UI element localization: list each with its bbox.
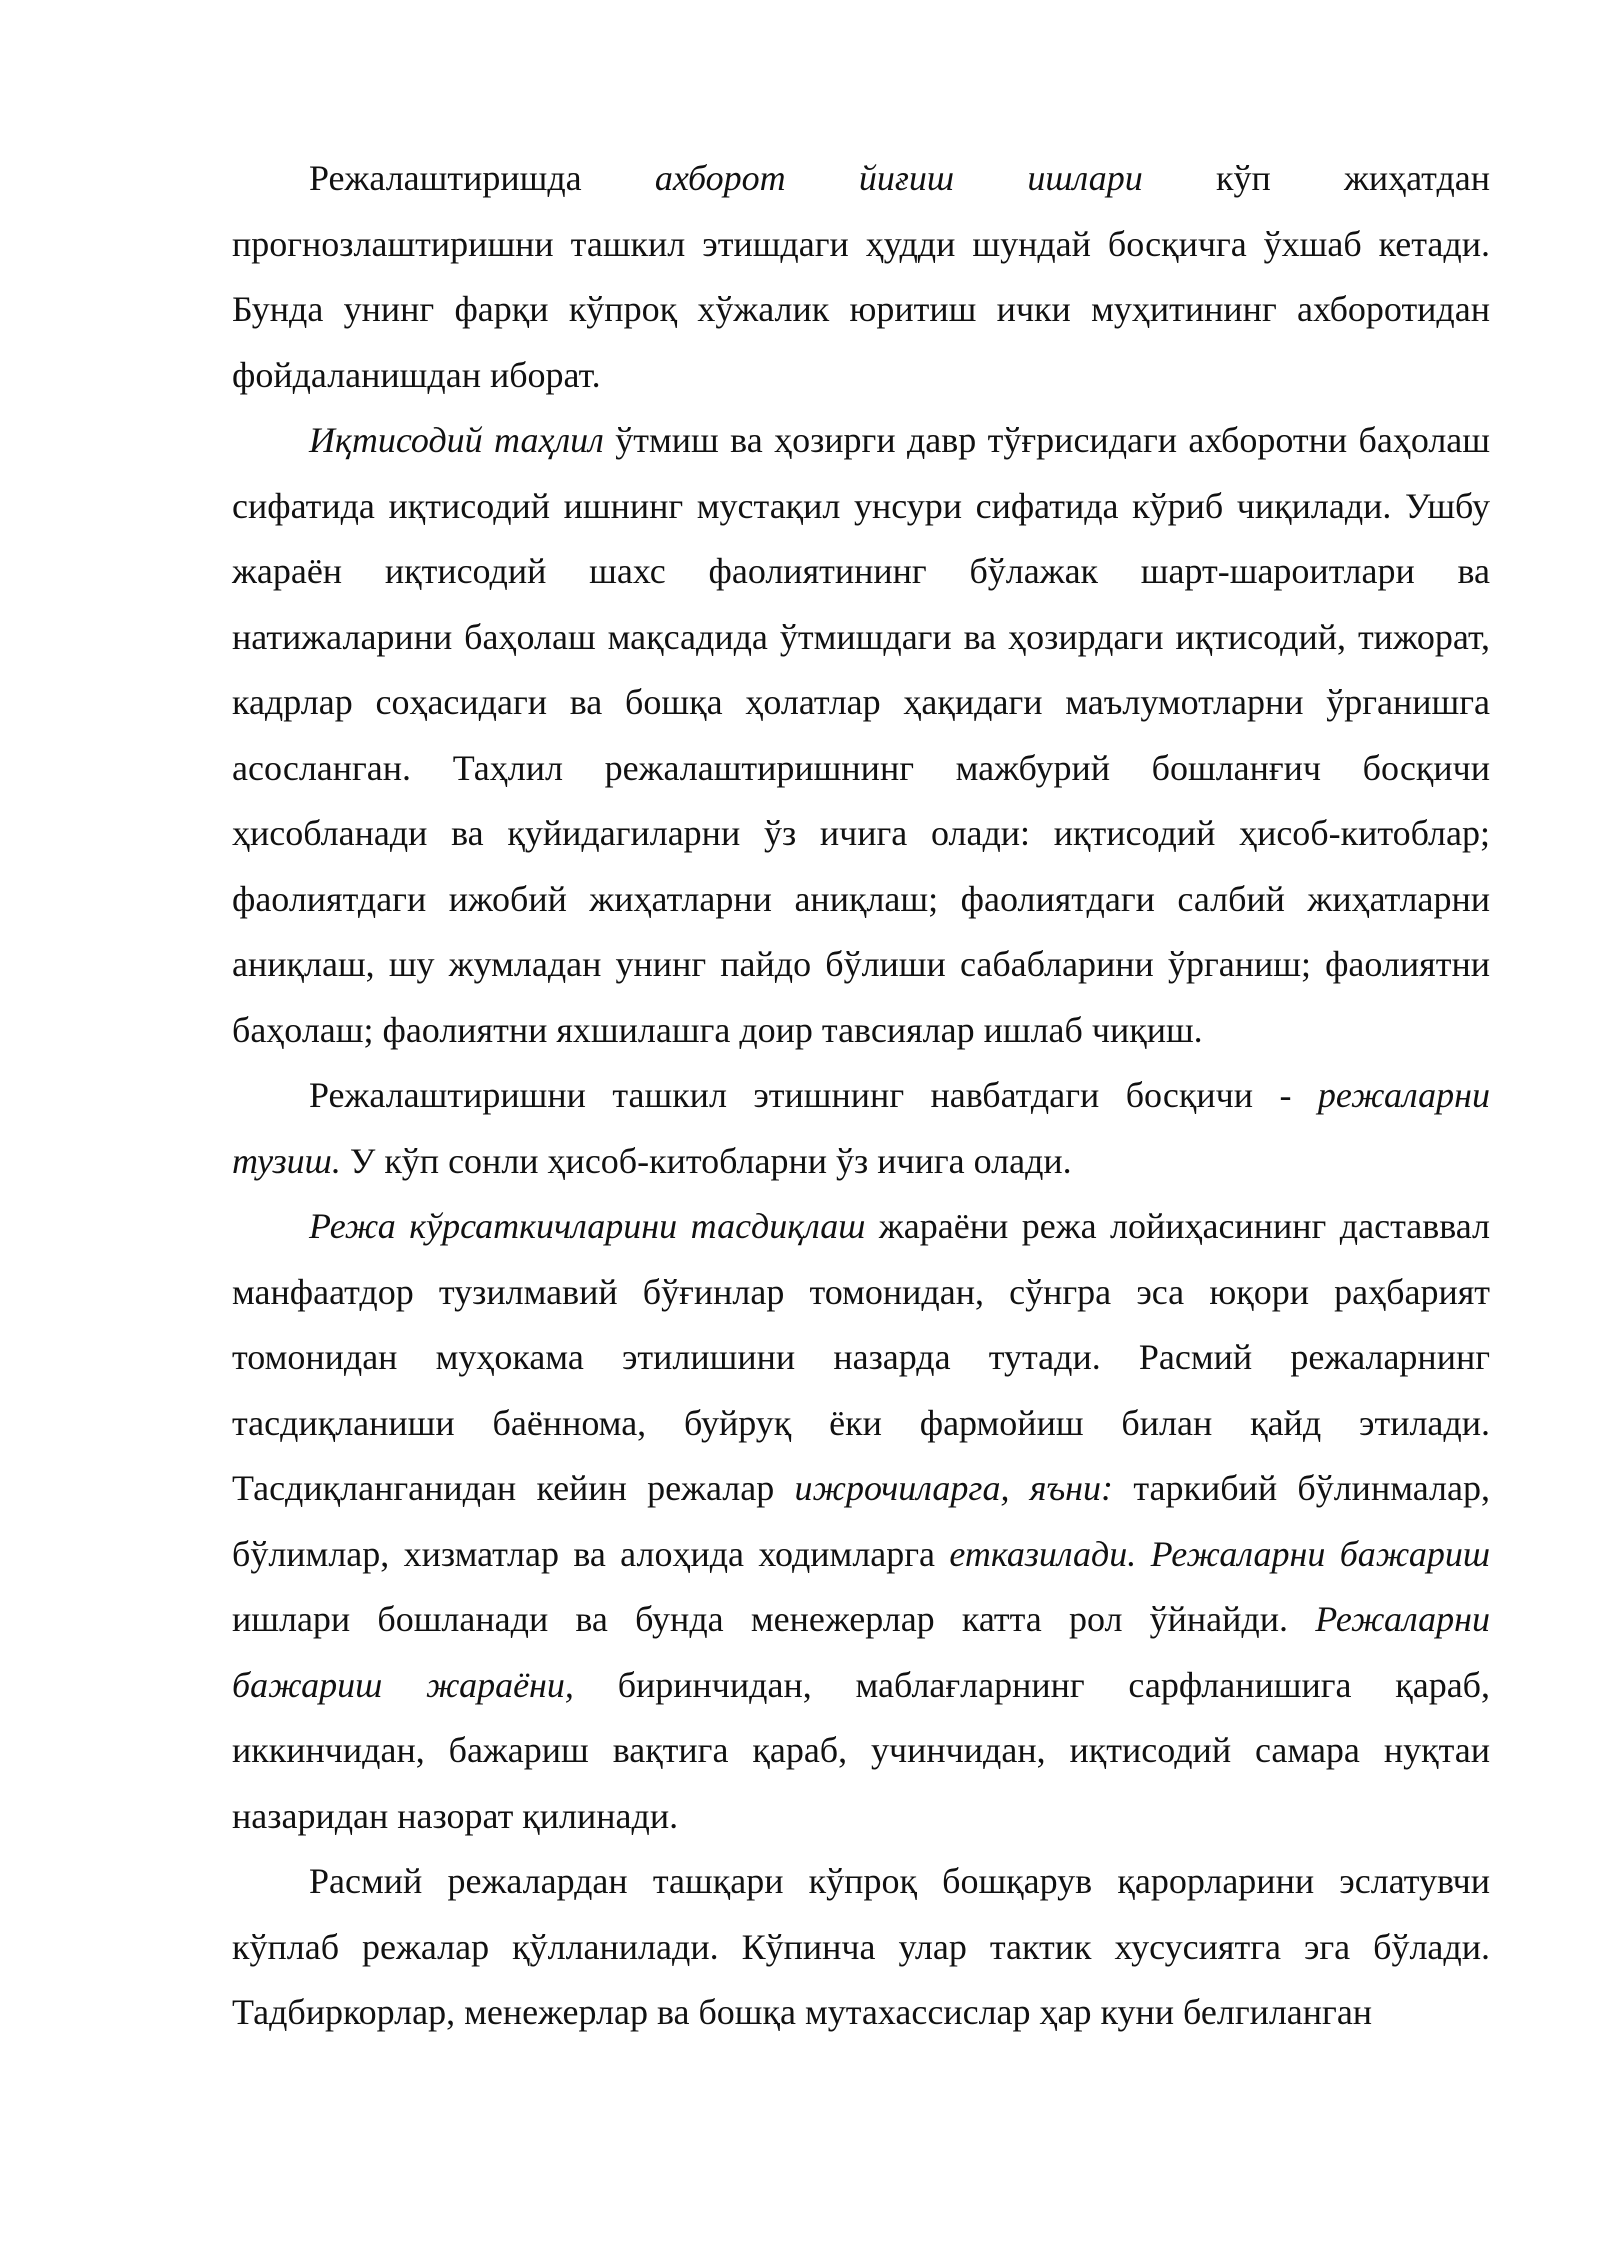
paragraph-2	[232, 408, 1490, 1063]
paragraph-4-text: ишлари бошланади ва бунда менежерлар катта рол ўйнайди.	[232, 1599, 1316, 1639]
paragraph-2-text: ўтмиш ва ҳозирги давр тўғрисидаги ахборотни баҳолаш сифатида иқтисодий ишнинг мустақил унсури сифатида кўриб чиқилади. Ушбу жараён иқтисодий шахс фаолиятининг бўлажак шарт-шароитлари ва натижаларини баҳолаш мақсадида ўтмишдаги ва ҳозирдаги иқтисодий, тижорат, кадрлар соҳасидаги ва бошқа ҳолатлар ҳақидаги маълумотларни ўрганишга асосланган. Таҳлил режалаштиришнинг мажбурий бошланғич босқичи ҳисобланади ва қуйидагиларни ўз ичига олади: иқтисодий ҳисоб-китоблар; фаолиятдаги ижобий жиҳатларни аниқлаш; фаолиятдаги салбий жиҳатларни аниқлаш, шу жумладан унинг пайдо бўлиши сабабларини ўрганиш; фаолиятни баҳолаш; фаолиятни яхшилашга доир тавсиялар ишлаб чиқиш.	[232, 420, 1491, 1050]
paragraph-5-text: Расмий режалардан ташқари кўпроқ бошқарув қарорларини эслатувчи кўплаб режалар қўлланилади. Кўпинча улар тактик хусусиятга эга бўлади. Тадбиркорлар, менежерлар ва бошқа мутахассислар ҳар куни белгиланган	[232, 1861, 1490, 2032]
paragraph-1-text: Режалаштиришда	[309, 158, 655, 198]
paragraph-4-text: жараёни режа лойиҳасининг даставвал манфаатдор тузилмавий бўғинлар томонидан, сўнгра эса юқори раҳбарият томонидан муҳокама этилишини назарда тутади. Расмий режаларнинг тасдиқланиши баённома, буйруқ ёки фармойиш билан қайд этилади. Тасдиқланганидан кейин режалар	[232, 1206, 1490, 1508]
paragraph-4-italic: етказилади. Режаларни бажариш	[949, 1533, 1490, 1574]
paragraph-4-italic: Режа кўрсаткичларини тасдиқлаш	[309, 1206, 866, 1246]
paragraph-3-italic: режаларни тузиш.	[232, 1075, 1490, 1181]
paragraph-5	[232, 1849, 1490, 2046]
paragraph-4-italic: ижрочиларга, яъни:	[794, 1468, 1114, 1508]
paragraph-1	[232, 146, 1490, 408]
paragraph-3	[232, 1063, 1490, 1194]
paragraph-4-italic: Режаларни бажариш жараёни,	[232, 1599, 1490, 1705]
paragraph-1-italic: ахборот йиғиш ишлари	[654, 158, 1143, 198]
paragraph-4-text: таркибий бўлинмалар, бўлимлар, хизматлар ва алоҳида ходимларга	[232, 1468, 1490, 1574]
document-page	[232, 146, 1490, 2046]
paragraph-2-italic: Иқтисодий таҳлил	[309, 420, 604, 460]
paragraph-4	[232, 1194, 1490, 1849]
paragraph-4-text: биринчидан, маблағларнинг сарфланишига қараб, иккинчидан, бажариш вақтига қараб, учинчидан, иқтисодий самара нуқтаи назаридан назорат қилинади.	[232, 1664, 1490, 1836]
paragraph-3-text: У кўп сонли ҳисоб-китобларни ўз ичига олади.	[340, 1140, 1072, 1181]
paragraph-1-text: кўп жиҳатдан прогнозлаштиришни ташкил этишдаги ҳудди шундай босқичга ўхшаб кетади. Бунда унинг фарқи кўпроқ хўжалик юритиш ички муҳитининг ахборотидан фойдаланишдан иборат.	[232, 158, 1491, 395]
paragraph-3-text: Режалаштиришни ташкил этишнинг навбатдаги босқичи -	[309, 1075, 1318, 1115]
